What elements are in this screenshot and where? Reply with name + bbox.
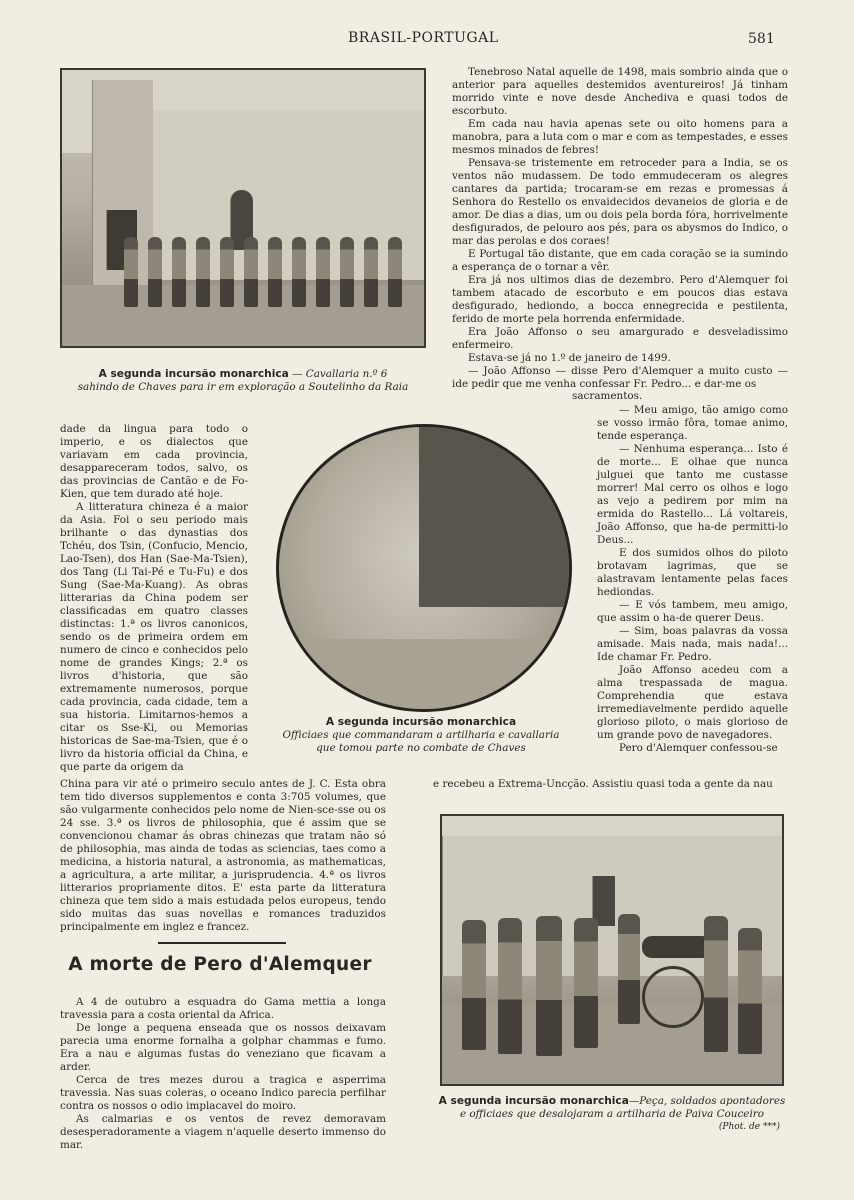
caption-artillery-line2: e officiaes que desalojaram a artilharia de Paiva Couceiro — [459, 1108, 765, 1120]
caption-officers — [274, 716, 568, 755]
caption-officers-line2: que tomou parte no combate de Chaves — [316, 742, 526, 754]
right-paragraph-7: Estava-se já no 1.º de janeiro de 1499. — [468, 352, 671, 364]
left-paragraph-1: dade da lingua para todo o imperio, e os dialectos que variavam em cada provincia, desappareceram todos, salvo, os das provincias de Cantão e de Fo-Kien, que tem durado até hoje. — [60, 423, 248, 500]
right-paragraph-2: Em cada nau havia apenas sete ou oito homens para a manobra, para a luta com o mar e com as tempestades, e esses mesmos minados de febres! — [452, 118, 788, 156]
cavalry-photo — [60, 68, 426, 348]
right-paragraph-1: Tenebroso Natal aquelle de 1498, mais sombrio ainda que o anterior para aquelles destemidos aventureiros! Já tinham morrido vinte e nove desde Anchediva e quasi todos de escorbuto. — [452, 66, 788, 117]
page-number: 581 — [748, 31, 775, 47]
right-paragraph-3: Pensava-se tristemente em retroceder para a India, se os ventos não mudassem. De todo emmudeceram os alegres cantares da partida; trocaram-se em rezas e promessas á Senhora do Restello os envaidecidos devaneios de gloria e de amor. De dias a dias, um ou dois pela borda fóra, horrivelmente desfigurados, de pelouro aos pés, para os abysmos do Indico, o mar das perolas e dos coraes! — [452, 157, 788, 247]
dialogue-paragraph-4: — E vós tambem, meu amigo, que assim o ha-de querer Deus. — [597, 599, 788, 624]
running-title: BRASIL-PORTUGAL — [348, 30, 499, 46]
right-column-top — [452, 66, 788, 391]
dialogue-paragraph-5: — Sim, boas palavras da vossa amisade. Mais nada, mais nada!... Ide chamar Fr. Pedro. — [597, 625, 788, 663]
dialogue-column — [597, 404, 788, 755]
dialogue-paragraph-2: — Nenhuma esperança... Isto é de morte... E olhae que nunca julguei que tanto me custasse morrer! Mal cerro os olhos e logo as vejo a pedirem por mim na ermida do Rastello... Lá voltareis, João Affonso, que ha-de permitti-lo Deus... — [597, 443, 788, 546]
caption-cavalry-title: A segunda incursão monarchica — [98, 368, 289, 380]
article-paragraph-3: Cerca de tres mezes durou a tragica e asperrima travessia. Nas suas coleras, o oceano Indico parecia perfilhar contra os nossos o odio implacavel do moiro. — [60, 1074, 386, 1112]
left-paragraph-2: A litteratura chineza é a maior da Asia. Foi o seu periodo mais brilhante o das dynastias dos Tchéu, dos Tsin, (Confucio, Mencio, Lao-Tsen), dos Han (Sae-Ma-Tsien), dos Tang (Li Tai-Pé e Tu-Fu) e dos Sung (Sae-Ma-Kuang). As obras litterarias da China podem ser classificadas em quatro classes distinctas: 1.ª os livros canonicos, sendo os de primeira ordem em numero de cinco e conhecidos pelo nome de grandes Kings; 2.ª os livros d'historia, que são extremamente numerosos, porque cada provincia, cada cidade, tem a sua historia. Limitarnos-hemos a citar os Sse-Ki, ou Memorias historicas de Sae-ma-Tsien, que é o livro da historia official da China, e que parte da origem da — [60, 501, 248, 773]
title-rule — [158, 942, 286, 944]
right-paragraph-8: — João Affonso — disse Pero d'Alemquer a muito custo — ide pedir que me venha confessar Fr. Pedro... e dar-me os — [452, 365, 788, 390]
left-column-full — [60, 778, 386, 934]
dialogue-paragraph-3: E dos sumidos olhos do piloto brotavam lagrimas, que se alastravam lentamente pelas faces hediondas. — [597, 547, 788, 598]
caption-cavalry — [60, 368, 426, 394]
photo-credit: (Phot. de ***) — [718, 1122, 780, 1132]
caption-cavalry-line2: sahindo de Chaves para ir em exploração a Soutelinho da Raia — [77, 381, 409, 393]
article-paragraph-4: As calmarias e os ventos de revez demoravam desesperadoramente a viagem n'aquelle deserto immenso do mar. — [60, 1113, 386, 1151]
officers-round-photo — [276, 424, 572, 712]
left-paragraph-full: China para vir até o primeiro seculo antes de J. C. Esta obra tem tido diversos supplementos e conta 3:705 volumes, que são vulgarmente conhecidos pelo nome de Nien-sce-sse ou os 24 sse. 3.ª os livros de philosophia, que é assim que se convencionou chamar ás obras chinezas que tratam não só de philosophia, mas ainda de todas as sciencias, taes como a medicina, a historia natural, a astronomia, as mathematicas, a agricultura, a arte militar, a jurisprudencia. 4.ª os livros litterarios propriamente ditos. E' esta parte da litteratura chineza que tem sido a mais estudada pelos europeus, tendo sido muitas das suas novellas e romances traduzidos principalmente em inglez e francez. — [60, 778, 386, 933]
left-column-top — [60, 423, 248, 774]
caption-cavalry-rest: — Cavallaria n.º 6 — [288, 368, 388, 380]
sacramentos-line: sacramentos. — [572, 390, 643, 402]
caption-artillery — [430, 1095, 794, 1134]
caption-artillery-title: A segunda incursão monarchica — [438, 1095, 629, 1107]
caption-officers-line1: Officiaes que commandaram a artilharia e cavallaria — [282, 729, 560, 741]
article-paragraph-1: A 4 de outubro a esquadra do Gama mettia a longa travessia para a costa oriental da Africa. — [60, 996, 386, 1021]
article-body — [60, 996, 386, 1152]
right-paragraph-5: Era já nos ultimos dias de dezembro. Pero d'Alemquer foi tambem atacado de escorbuto e em poucos dias estava desfigurado, hediondo, a bocca ennegrecida e pestilenta, ferido de morte pela horrenda enfermidade. — [452, 274, 788, 325]
dialogue-paragraph-6: João Affonso acedeu com a alma trespassada de magua. Comprehendia que estava irremediavelmente perdido aquelle glorioso piloto, o mais glorioso de um grande povo de navegadores. — [597, 664, 788, 741]
dialogue-paragraph-7: Pero d'Alemquer confessou-se — [619, 742, 778, 754]
end-line: e recebeu a Extrema-Uncção. Assistiu quasi toda a gente da nau — [433, 778, 773, 790]
caption-officers-title: A segunda incursão monarchica — [325, 716, 517, 728]
article-title: A morte de Pero d'Alemquer — [68, 954, 372, 975]
artillery-photo — [440, 814, 784, 1086]
dialogue-paragraph-1: — Meu amigo, tão amigo como se vosso irmão fôra, tomae animo, tende esperança. — [597, 404, 788, 442]
article-paragraph-2: De longe a pequena enseada que os nossos deixavam parecia uma enorme fornalha a golphar chammas e fumo. Era a nau e algumas fustas do veneziano que ficavam a arder. — [60, 1022, 386, 1073]
caption-artillery-rest: —Peça, soldados apontadores — [628, 1095, 786, 1107]
right-paragraph-6: Era João Affonso o seu amargurado e desveladissimo enfermeiro. — [452, 326, 788, 351]
right-paragraph-4: E Portugal tão distante, que em cada coração se ia sumindo a esperança de o tornar a vêr. — [452, 248, 788, 273]
